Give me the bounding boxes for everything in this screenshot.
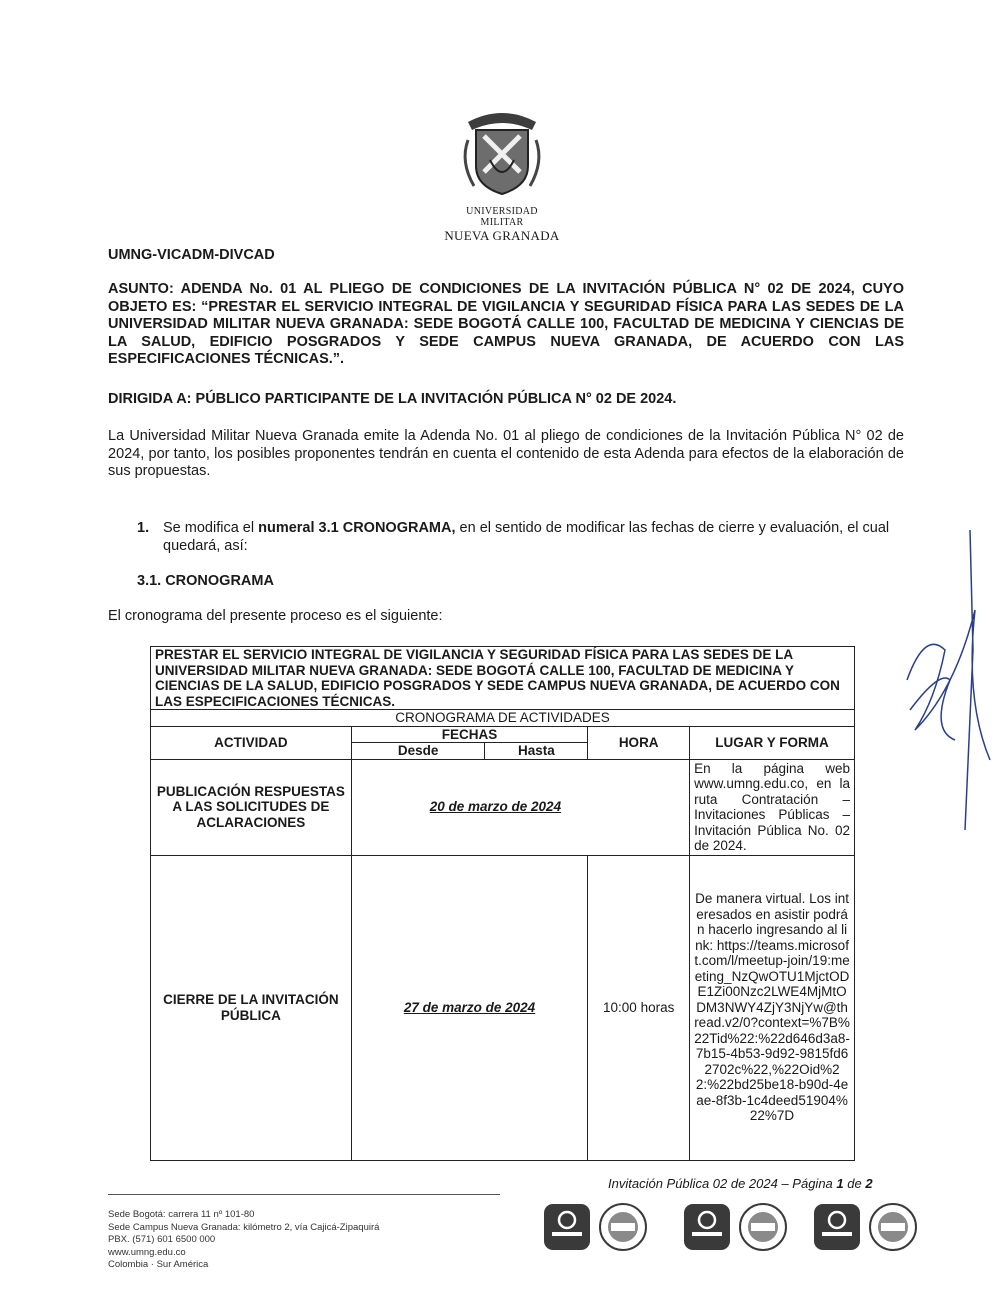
page-number-footer (608, 1176, 873, 1191)
row-hora: 10:00 horas (588, 855, 690, 1160)
row-actividad: CIERRE DE LA INVITACIÓN PÚBLICA (151, 855, 352, 1160)
table-header-row (151, 726, 855, 743)
row-lugar: De manera virtual. Los interesados en asistir podrán hacerlo ingresando al link: https://teams.microsoft.com/l/meetup-join/19:meeting_NzQwOTU1MjctODE1Zi00Nzc2LWE4MjMtODM3NWY4ZjY3NjYw@thread.v2/0?context=%7B%22Tid%22:%22d646d3a8-7b15-4b53-9d92-9815fd62702c%22,%22Oid%22:%22bd25be18-b90d-4eae-8f3b-1c4deed51904%22%7D (690, 855, 855, 1160)
iqnet-cert-icon (868, 1202, 918, 1252)
icontec-cert-icon (542, 1202, 592, 1252)
footer-page-num: 1 (836, 1176, 844, 1191)
icontec-cert-icon (812, 1202, 862, 1252)
table-subtitle-row (151, 710, 855, 727)
item-text-pre: Se modifica el (163, 520, 259, 536)
footer-address (108, 1209, 379, 1272)
header-lugar: LUGAR Y FORMA (690, 726, 855, 759)
header-fechas: FECHAS (351, 726, 588, 743)
signature-mark (895, 530, 995, 830)
header-actividad: ACTIVIDAD (151, 726, 352, 759)
table-row (151, 855, 855, 1160)
address-line: Sede Bogotá: carrera 11 nº 101-80 (108, 1209, 255, 1220)
iqnet-cert-icon (738, 1202, 788, 1252)
document-addressee: DIRIGIDA A: PÚBLICO PARTICIPANTE DE LA INVITACIÓN PÚBLICA N° 02 DE 2024. (108, 391, 677, 407)
header-hasta: Hasta (485, 743, 588, 760)
header-hora: HORA (588, 726, 690, 759)
footer-divider (108, 1194, 500, 1195)
table-title: PRESTAR EL SERVICIO INTEGRAL DE VIGILANCIA Y SEGURIDAD FÍSICA PARA LAS SEDES DE LA UNIVERSIDAD MILITAR NUEVA GRANADA: SEDE BOGOTÁ CALLE 100, FACULTAD DE MEDICINA Y CIENCIAS DE LA SALUD, EDIFICIO POSGRADOS Y SEDE CAMPUS NUEVA GRANADA, DE ACUERDO CON LAS ESPECIFICACIONES TÉCNICAS. (151, 647, 855, 710)
list-item-1 (137, 520, 905, 555)
address-line: www.umng.edu.co (108, 1246, 186, 1258)
table-row (151, 759, 855, 855)
logo-text-line1: UNIVERSIDAD MILITAR (466, 206, 538, 228)
row-fecha-cell (351, 759, 689, 855)
item-text-post: en el sentido de modificar las fechas de cierre y evaluación, el cual quedará, así: (163, 520, 890, 554)
row-lugar: En la página web www.umng.edu.co, en la ruta Contratación – Invitaciones Públicas – Invitación Pública No. 02 de 2024. (690, 759, 855, 855)
footer-page-total: 2 (865, 1176, 873, 1191)
table-title-row (151, 647, 855, 710)
address-line: Colombia · Sur América (108, 1259, 209, 1270)
iqnet-cert-icon (598, 1202, 648, 1252)
schedule-intro: El cronograma del presente proceso es el siguiente: (108, 608, 443, 624)
table-subtitle: CRONOGRAMA DE ACTIVIDADES (151, 710, 855, 727)
footer-text: Invitación Pública 02 de 2024 – Página (608, 1176, 837, 1191)
document-reference: UMNG-VICADM-DIVCAD (108, 247, 275, 263)
document-subject: ASUNTO: ADENDA No. 01 AL PLIEGO DE CONDICIONES DE LA INVITACIÓN PÚBLICA N° 02 DE 2024, CUYO OBJETO ES: “PRESTAR EL SERVICIO INTEGRAL DE VIGILANCIA Y SEGURIDAD FÍSICA PARA LAS SEDES DE LA UNIVERSIDAD MILITAR NUEVA GRANADA: SEDE BOGOTÁ CALLE 100, FACULTAD DE MEDICINA Y CIENCIAS DE LA SALUD, EDIFICIO POSGRADOS Y SEDE CAMPUS NUEVA GRANADA, DE ACUERDO CON LAS ESPECIFICACIONES TÉCNICAS.”. (108, 281, 904, 367)
row-fecha: 20 de marzo de 2024 (429, 799, 562, 815)
schedule-table (150, 646, 855, 1161)
item-text-bold: numeral 3.1 CRONOGRAMA, (258, 520, 456, 536)
footer-text-mid: de (843, 1176, 866, 1191)
address-line: Sede Campus Nueva Granada: kilómetro 2, vía Cajicá-Zipaquirá (108, 1221, 380, 1233)
section-title: 3.1. CRONOGRAMA (137, 573, 274, 589)
row-actividad: PUBLICACIÓN RESPUESTAS A LAS SOLICITUDES DE ACLARACIONES (151, 759, 352, 855)
university-logo (444, 100, 560, 244)
list-item-text (163, 520, 905, 555)
header-desde: Desde (351, 743, 485, 760)
logo-text-line2: NUEVA GRANADA (444, 228, 560, 243)
row-fecha: 27 de marzo de 2024 (351, 855, 588, 1160)
university-crest-icon (454, 100, 550, 204)
list-item-number: 1. (137, 520, 150, 536)
intro-paragraph: La Universidad Militar Nueva Granada emite la Adenda No. 01 al pliego de condiciones de la Invitación Pública N° 02 de 2024, por tanto, los posibles proponentes tendrán en cuenta el contenido de esta Adenda para efectos de la elaboración de sus propuestas. (108, 428, 904, 479)
certification-logos (542, 1202, 962, 1272)
icontec-cert-icon (682, 1202, 732, 1252)
address-line: PBX. (571) 601 6500 000 (108, 1234, 216, 1245)
